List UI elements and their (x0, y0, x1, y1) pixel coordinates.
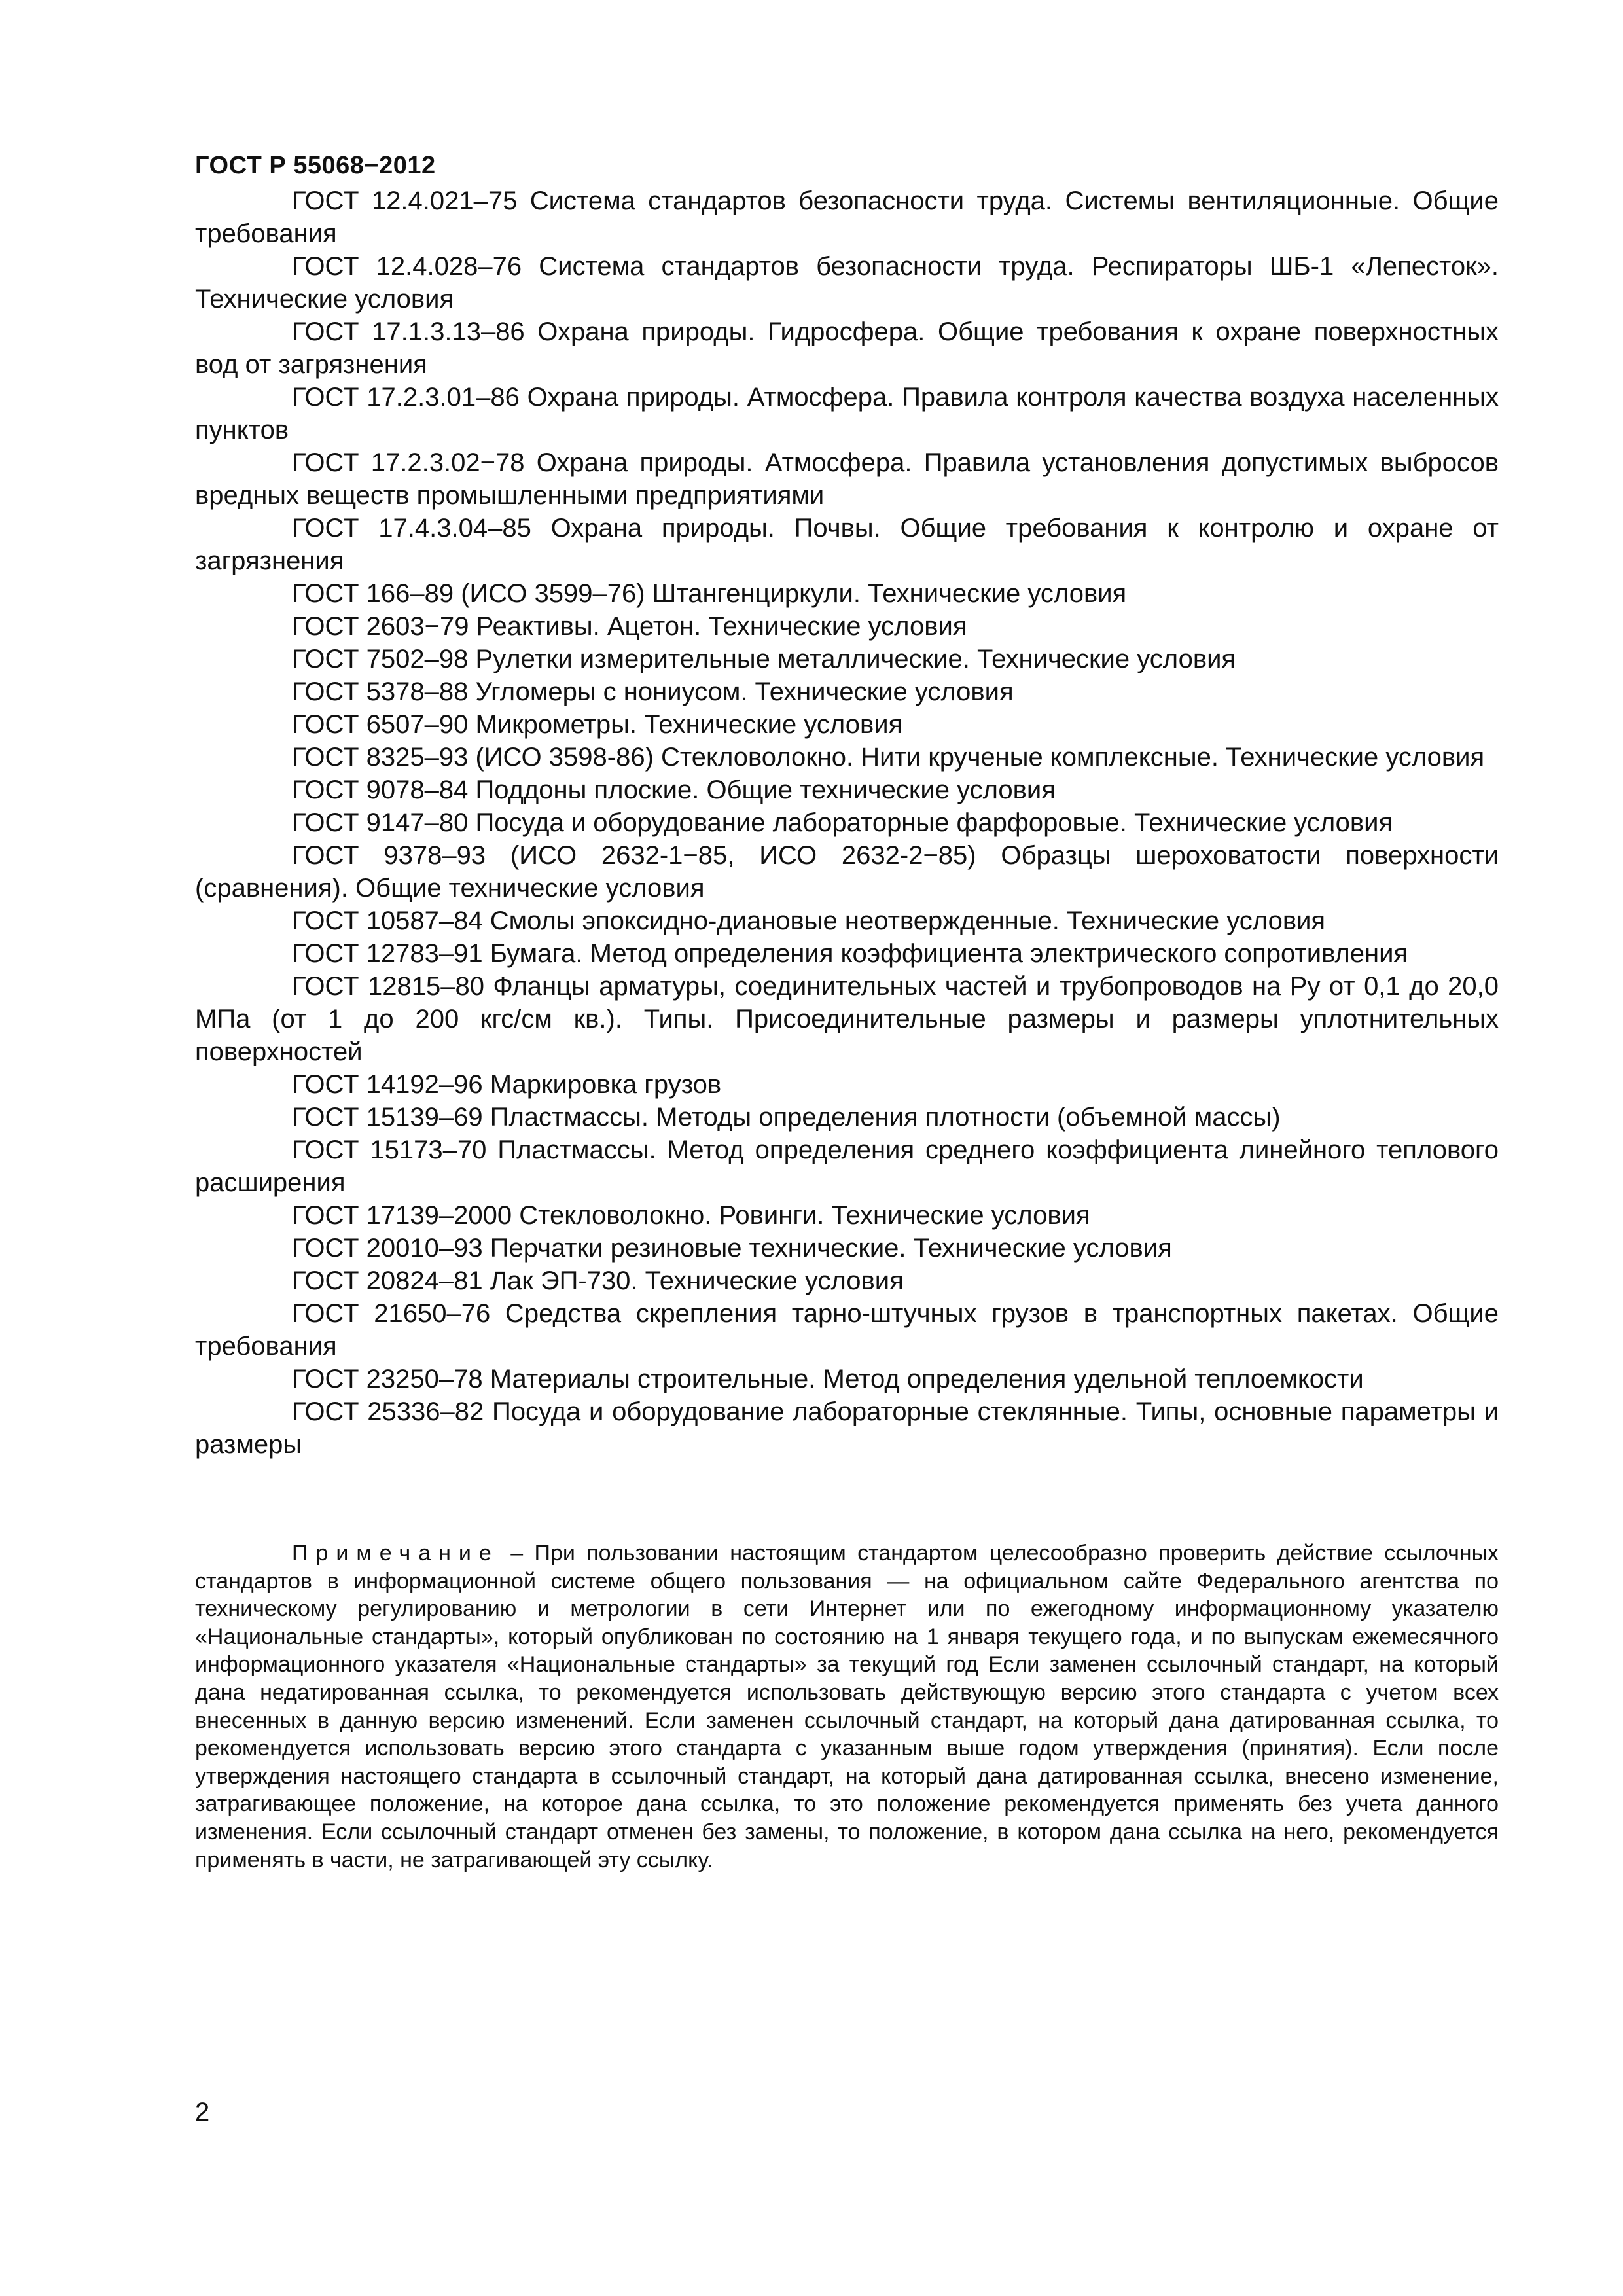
note-paragraph (195, 1539, 1499, 1874)
reference-item: ГОСТ 23250–78 Материалы строительные. Метод определения удельной теплоемкости (292, 1365, 1364, 1393)
reference-item: ГОСТ 14192–96 Маркировка грузов (292, 1070, 722, 1099)
reference-item: ГОСТ 15139–69 Пластмассы. Методы определения плотности (объемной массы) (292, 1103, 1281, 1132)
reference-item: ГОСТ 2603−79 Реактивы. Ацетон. Технические условия (292, 612, 967, 641)
note-text: – При пользовании настоящим стандартом целесообразно проверить действие ссылочных стандартов в информационной системе общего пользования — на официальном сайте Федерального агентства по техническому регулированию и метрологии в сети Интернет или по ежегодному информационному указателю «Национальные стандарты», который опубликован по состоянию на 1 января текущего года, и по выпускам ежемесячного информационного указателя «Национальные стандарты» за текущий год Если заменен ссылочный стандарт, на который дана недатированная ссылка, то рекомендуется использовать действующую версию этого стандарта с учетом всех внесенных в данную версию изменений. Если заменен ссылочный стандарт, на который дана датированная ссылка, то рекомендуется использовать версию этого стандарта с указанным выше годом утверждения (принятия). Если после утверждения настоящего стандарта в ссылочный стандарт, на который дана датированная ссылка, внесено изменение, затрагивающее положение, на которое дана ссылка, то это положение рекомендуется применять без учета данного изменения. Если ссылочный стандарт отменен без замены, то положение, в котором дана ссылка на него, рекомендуется применять в части, не затрагивающей эту ссылку. (195, 1541, 1499, 1873)
reference-item: ГОСТ 9378–93 (ИСО 2632-1−85, ИСО 2632-2−85) Образцы шероховатости поверхности (сравнения). Общие технические условия (195, 841, 1499, 903)
reference-item: ГОСТ 17.1.3.13–86 Охрана природы. Гидросфера. Общие требования к охране поверхностных вод от загрязнения (195, 317, 1499, 379)
reference-item: ГОСТ 12.4.021–75 Система стандартов безопасности труда. Системы вентиляционные. Общие требования (195, 187, 1499, 248)
reference-item: ГОСТ 9147–80 Посуда и оборудование лабораторные фарфоровые. Технические условия (292, 808, 1393, 837)
reference-item: ГОСТ 8325–93 (ИСО 3598-86) Стекловолокно. Нити крученые комплексные. Технические условия (292, 743, 1485, 772)
reference-item: ГОСТ 12.4.028–76 Система стандартов безопасности труда. Респираторы ШБ-1 «Лепесток». Технические условия (195, 252, 1499, 314)
reference-item: ГОСТ 17.2.3.01–86 Охрана природы. Атмосфера. Правила контроля качества воздуха населенных пунктов (195, 383, 1499, 444)
reference-item: ГОСТ 15173–70 Пластмассы. Метод определения среднего коэффициента линейного теплового расширения (195, 1136, 1499, 1197)
reference-item: ГОСТ 5378–88 Угломеры с нониусом. Технические условия (292, 677, 1014, 706)
reference-item: ГОСТ 20010–93 Перчатки резиновые технические. Технические условия (292, 1234, 1172, 1263)
document-header: ГОСТ Р 55068−2012 (195, 152, 436, 179)
reference-item: ГОСТ 7502–98 Рулетки измерительные металлические. Технические условия (292, 645, 1236, 673)
reference-item: ГОСТ 17139–2000 Стекловолокно. Ровинги. Технические условия (292, 1201, 1090, 1230)
reference-item: ГОСТ 17.2.3.02−78 Охрана природы. Атмосфера. Правила установления допустимых выбросов вредных веществ промышленными предприятиями (195, 448, 1499, 510)
reference-item: ГОСТ 10587–84 Смолы эпоксидно-диановые неотвержденные. Технические условия (292, 906, 1326, 935)
reference-item: ГОСТ 12783–91 Бумага. Метод определения коэффициента электрического сопротивления (292, 939, 1408, 968)
note-label: Примечание (292, 1541, 499, 1566)
reference-item: ГОСТ 20824–81 Лак ЭП-730. Технические условия (292, 1266, 904, 1295)
reference-item: ГОСТ 25336–82 Посуда и оборудование лабораторные стеклянные. Типы, основные параметры и размеры (195, 1397, 1499, 1459)
references-list (195, 185, 1499, 1461)
reference-item: ГОСТ 6507–90 Микрометры. Технические условия (292, 710, 903, 739)
reference-item: ГОСТ 166–89 (ИСО 3599–76) Штангенциркули. Технические условия (292, 579, 1127, 608)
reference-item: ГОСТ 9078–84 Поддоны плоские. Общие технические условия (292, 776, 1056, 804)
reference-item: ГОСТ 17.4.3.04–85 Охрана природы. Почвы. Общие требования к контролю и охране от загрязнения (195, 514, 1499, 575)
reference-item: ГОСТ 12815–80 Фланцы арматуры, соединительных частей и трубопроводов на Ру от 0,1 до 20,0 МПа (от 1 до 200 кгс/см кв.). Типы. Присоединительные размеры и размеры уплотнительных поверхностей (195, 972, 1499, 1066)
reference-item: ГОСТ 21650–76 Средства скрепления тарно-штучных грузов в транспортных пакетах. Общие требования (195, 1299, 1499, 1361)
page-number: 2 (195, 2098, 210, 2126)
